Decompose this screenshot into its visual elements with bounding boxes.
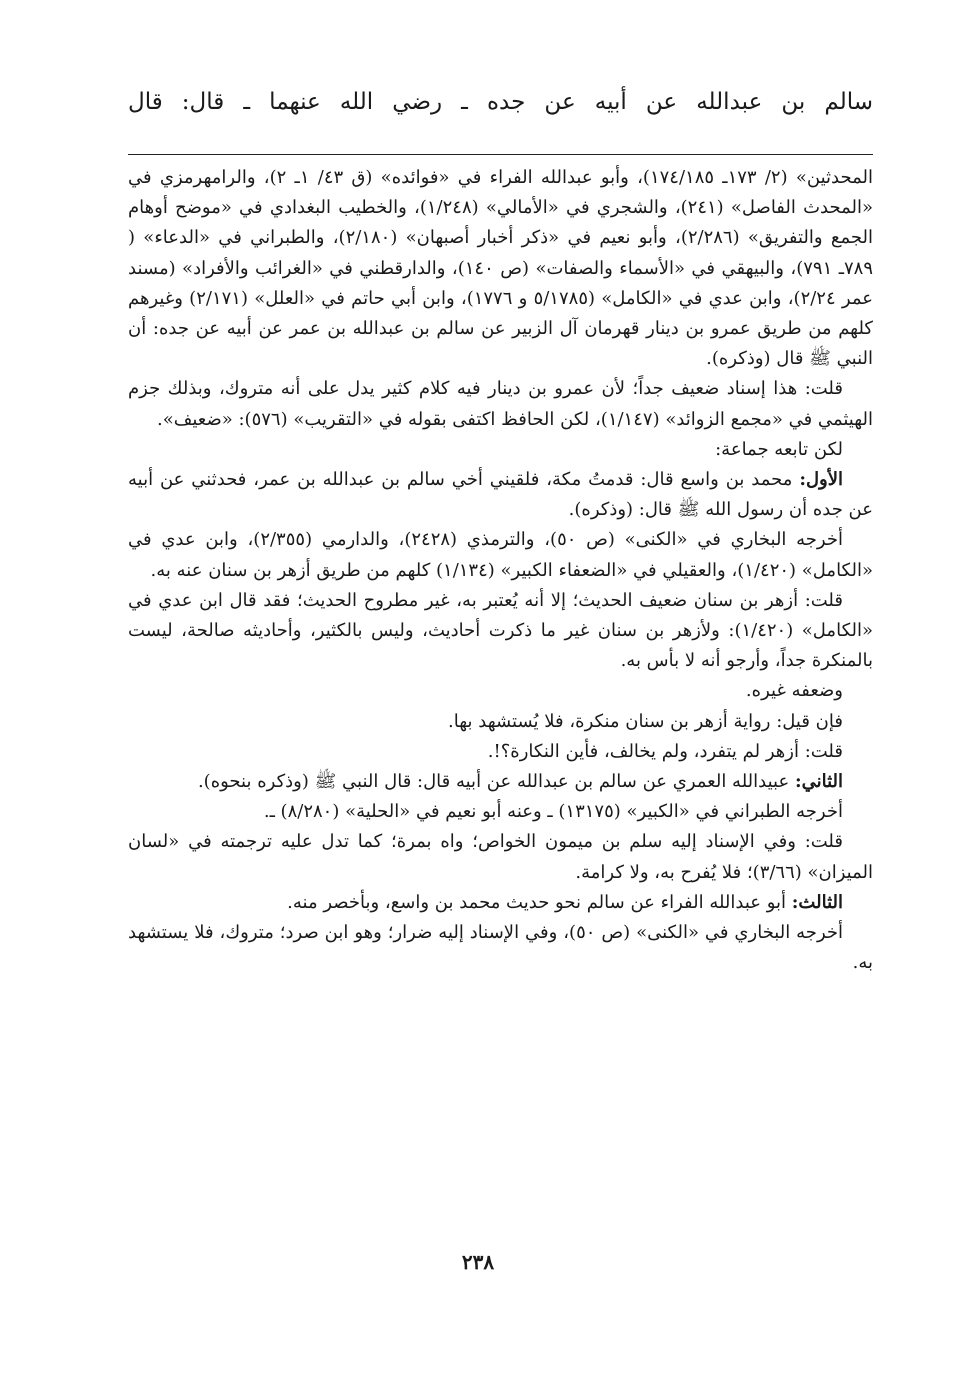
paragraph [128, 827, 873, 887]
running-header: سالم بن عبدالله عن أبيه عن جده ـ رضي الله عنهما ـ قال: قال [128, 89, 873, 115]
paragraph-text: قلت: وفي الإسناد إليه سلم بن ميمون الخواص؛ واه بمرة؛ كما تدل عليه ترجمته في «لسان الميزان» (٣/٦٦)؛ فلا يُفرح به، ولا كرامة. [128, 831, 873, 883]
paragraph-text: أخرجه الطبراني في «الكبير» (١٣١٧٥) ـ وعنه أبو نعيم في «الحلية» (٨/٢٨٠) ـ. [263, 801, 843, 823]
paragraph [128, 374, 873, 434]
paragraph [128, 676, 873, 706]
paragraph [128, 767, 873, 797]
paragraph-text: قلت: أزهر لم يتفرد، ولم يخالف، فأين النكارة؟!. [487, 740, 843, 762]
page [128, 80, 873, 978]
paragraph [128, 586, 873, 677]
paragraph-text: أبو عبدالله الفراء عن سالم نحو حديث محمد بن واسع، وبأخصر منه. [287, 891, 792, 913]
paragraph [128, 707, 873, 737]
paragraph-text: المحدثين» (٢/ ١٧٣ـ ١٧٤/١٨٥)، وأبو عبدالله الفراء في «فوائده» (ق ٤٣/ ١ـ ٢)، والرامهرمزي في «المحدث الفاصل» (٢٤١)، والشجري في «الأمالي» (١/٢٤٨)، والخطيب البغدادي في «موضح أوهام الجمع والتفريق» (٢/٢٨٦)، وأبو نعيم في «ذكر أخبار أصبهان» (٢/١٨٠)، والطبراني في «الدعاء» ( ٧٨٩ـ ٧٩١)، والبيهقي في «الأسماء والصفات» (ص ١٤٠)، والدارقطني في «الغرائب والأفراد» (مسند عمر ٢/٢٤)، وابن عدي في «الكامل» (٥/١٧٨٥ و ١٧٧٦)، وابن أبي حاتم في «العلل» (٢/١٧١) وغيرهم كلهم من طريق عمرو بن دينار قهرمان آل الزبير عن سالم بن عبدالله بن عمر عن أبيه عن جده: أن النبي ﷺ قال (وذكره). [128, 167, 873, 370]
paragraph-text: محمد بن واسع قال: قدمتُ مكة، فلقيني أخي سالم بن عبدالله بن عمر، فحدثني عن أبيه عن جده أن رسول الله ﷺ قال: (وذكره). [128, 469, 873, 521]
paragraph-lead: الأول: [799, 469, 843, 491]
paragraph-text: أخرجه البخاري في «الكنى» (ص ٥٠)، وفي الإسناد إليه ضرار؛ وهو ابن صرد؛ متروك، فلا يستشهد به. [128, 922, 873, 974]
paragraph [128, 918, 873, 978]
header-rule [128, 154, 873, 155]
paragraph [128, 797, 873, 827]
page-number: ٢٣٨ [461, 1250, 495, 1274]
paragraph [128, 435, 873, 465]
paragraph-text: قلت: هذا إسناد ضعيف جداً؛ لأن عمرو بن دينار فيه كلام كثير يدل على أنه متروك، وبذلك جزم الهيثمي في «مجمع الزوائد» (١/١٤٧)، لكن الحافظ اكتفى بقوله في «التقريب» (٥٧٦): «ضعيف». [128, 378, 873, 430]
paragraph [128, 737, 873, 767]
paragraph-text: قلت: أزهر بن سنان ضعيف الحديث؛ إلا أنه يُعتبر به، غير مطروح الحديث؛ فقد قال ابن عدي في «الكامل» (١/٤٢٠): ولأزهر بن سنان غير ما ذكرت أحاديث، وليس بالكثير، وأحاديثه صالحة، ليست بالمنكرة جداً، وأرجو أنه لا بأس به. [128, 589, 874, 672]
paragraph-text: فإن قيل: رواية أزهر بن سنان منكرة، فلا يُستشهد بها. [448, 710, 843, 732]
paragraph-text: لكن تابعه جماعة: [715, 438, 843, 460]
body-text [128, 163, 873, 978]
paragraph-text: عبيدالله العمري عن سالم بن عبدالله عن أبيه قال: قال النبي ﷺ (وذكره بنحوه). [197, 771, 795, 793]
paragraph [128, 465, 873, 525]
paragraph [128, 888, 873, 918]
paragraph [128, 163, 873, 374]
paragraph-lead: الثاني: [794, 771, 843, 793]
paragraph-text: أخرجه البخاري في «الكنى» (ص ٥٠)، والترمذي (٢٤٢٨)، والدارمي (٢/٣٥٥)، وابن عدي في «الكامل» (١/٤٢٠)، والعقيلي في «الضعفاء الكبير» (١/١٣٤) كلهم من طريق أزهر بن سنان عنه به. [128, 529, 873, 581]
paragraph-text: وضعفه غيره. [745, 680, 843, 702]
paragraph [128, 525, 873, 585]
paragraph-lead: الثالث: [791, 891, 843, 913]
